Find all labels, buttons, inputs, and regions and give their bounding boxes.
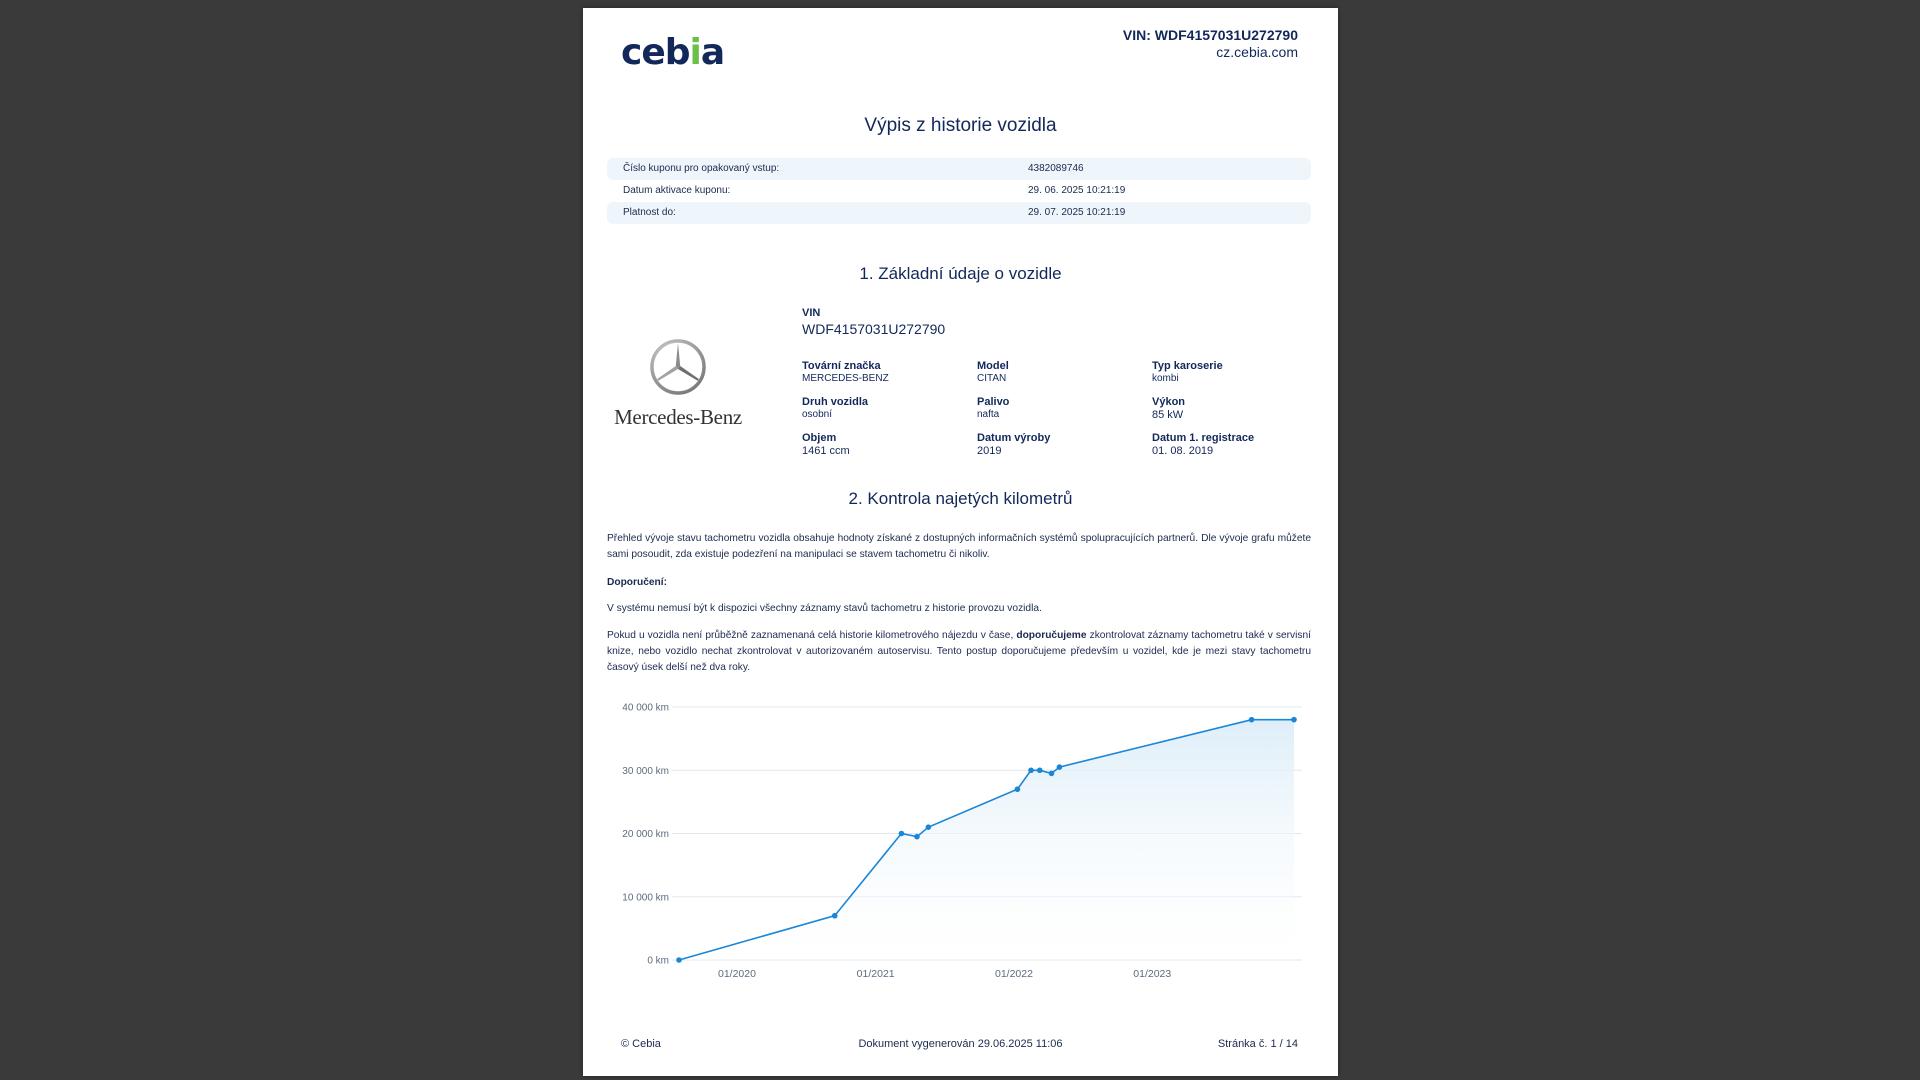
data-point[interactable] (832, 913, 838, 919)
spec-label: Tovární značka (802, 360, 881, 372)
header-website: cz.cebia.com (1216, 44, 1298, 60)
y-tick-label: 40 000 km (622, 702, 669, 714)
advice-text: zkontrolovat záznamy tachometru také v servisní knize, nebo vozidlo nechat zkontrolovat v autorizovaném autoservisu. Tento postup doporučujeme především u vozidel, kde je mezi stavy tachometru časový úsek delší než dva roky. (607, 630, 1311, 673)
advice-text: Pokud u vozidla není průběžně zaznamenaná celá historie kilometrového nájezdu v čase, (607, 630, 1017, 641)
coupon-table (607, 158, 1311, 224)
spec-label: Druh vozidla (802, 396, 869, 408)
footer-page-number: Stránka č. 1 / 14 (1217, 1038, 1298, 1050)
data-point[interactable] (926, 824, 932, 830)
recommendation-label: Doporučení: (607, 577, 667, 588)
spec-model (977, 360, 1009, 384)
y-tick-label: 30 000 km (622, 765, 669, 777)
coupon-row (607, 202, 1311, 224)
mileage-chart (583, 693, 1338, 983)
coupon-value: 29. 07. 2025 10:21:19 (1028, 207, 1126, 218)
mercedes-star-icon (649, 338, 707, 396)
data-point[interactable] (676, 957, 682, 963)
mileage-intro-text: Přehled vývoje stavu tachometru vozidla obsahuje hodnoty získané z dostupných informačních systémů spolupracujících partnerů. Dle vývoje grafu můžete sami posoudit, zda existuje podezření na manipulaci se stavem tachometru či nikoliv. (607, 533, 1311, 560)
document-page (583, 8, 1338, 1076)
section1-heading: 1. Základní údaje o vozidle (859, 264, 1062, 283)
data-point[interactable] (1037, 767, 1043, 773)
data-point[interactable] (914, 834, 920, 840)
cebia-logo: cebia (621, 32, 725, 73)
footer-generated: Dokument vygenerován 29.06.2025 11:06 (858, 1038, 1063, 1050)
header-vin: VIN: WDF4157031U272790 (1122, 27, 1298, 43)
section2-heading: 2. Kontrola najetých kilometrů (848, 489, 1073, 508)
data-point[interactable] (899, 831, 905, 837)
spec-label: Typ karoserie (1152, 360, 1223, 372)
spec-displacement (802, 432, 850, 457)
spec-value: 01. 08. 2019 (1152, 445, 1214, 457)
spec-label: Výkon (1152, 396, 1186, 408)
data-point[interactable] (1057, 764, 1063, 770)
data-point[interactable] (1249, 717, 1255, 723)
x-tick-label: 01/2020 (717, 968, 756, 980)
spec-value: 2019 (977, 445, 1002, 457)
spec-value: 85 kW (1152, 409, 1184, 421)
y-tick-label: 20 000 km (622, 829, 669, 840)
spec-value: MERCEDES-BENZ (802, 373, 889, 384)
coupon-row (607, 180, 1311, 202)
coupon-label: Číslo kuponu pro opakovaný vstup: (623, 163, 780, 174)
data-point[interactable] (1015, 786, 1021, 792)
coupon-value: 4382089746 (1028, 163, 1084, 174)
spec-value: osobní (802, 409, 833, 420)
data-point[interactable] (1028, 767, 1034, 773)
recommendation-advice (607, 628, 1311, 676)
footer-copyright: © Cebia (621, 1038, 661, 1050)
y-tick-label: 10 000 km (622, 892, 669, 904)
spec-manufacturer (802, 360, 889, 384)
vin-value: WDF4157031U272790 (802, 321, 946, 337)
spec-label: Datum výroby (977, 432, 1051, 444)
coupon-label: Datum aktivace kuponu: (623, 185, 731, 196)
spec-fuel (977, 396, 1009, 420)
advice-emphasis: doporučujeme (1016, 630, 1087, 641)
spec-label: Objem (802, 432, 837, 444)
brand-name: Mercedes-Benz (614, 405, 742, 429)
header-vin-block (1123, 27, 1298, 60)
coupon-label: Platnost do: (623, 207, 676, 218)
spec-body-type (1152, 360, 1223, 384)
page-title: Výpis z historie vozidla (864, 115, 1057, 136)
spec-first-registration (1152, 432, 1254, 457)
data-point[interactable] (1049, 771, 1055, 777)
vin-label: VIN (802, 307, 821, 319)
coupon-row (607, 158, 1311, 180)
x-tick-label: 01/2021 (856, 968, 895, 980)
spec-value: kombi (1152, 373, 1179, 384)
x-tick-label: 01/2023 (1133, 968, 1172, 980)
brand-logo (607, 338, 749, 430)
spec-vehicle-kind (802, 396, 868, 420)
data-point[interactable] (1291, 717, 1297, 723)
spec-value: nafta (977, 409, 1000, 420)
recommendation-note: V systému nemusí být k dispozici všechny záznamy stavů tachometru z historie provozu vozidla. (607, 603, 1042, 614)
mileage-area (679, 720, 1294, 960)
spec-value: 1461 ccm (802, 445, 850, 457)
spec-label: Palivo (977, 396, 1010, 408)
y-tick-label: 0 km (647, 955, 669, 967)
vin-field (802, 307, 945, 337)
spec-power (1152, 396, 1185, 421)
spec-label: Model (977, 360, 1009, 372)
spec-production-date (977, 432, 1050, 457)
spec-value: CITAN (977, 373, 1007, 384)
spec-label: Datum 1. registrace (1152, 432, 1255, 444)
coupon-value: 29. 06. 2025 10:21:19 (1028, 185, 1126, 196)
x-tick-label: 01/2022 (994, 968, 1033, 980)
